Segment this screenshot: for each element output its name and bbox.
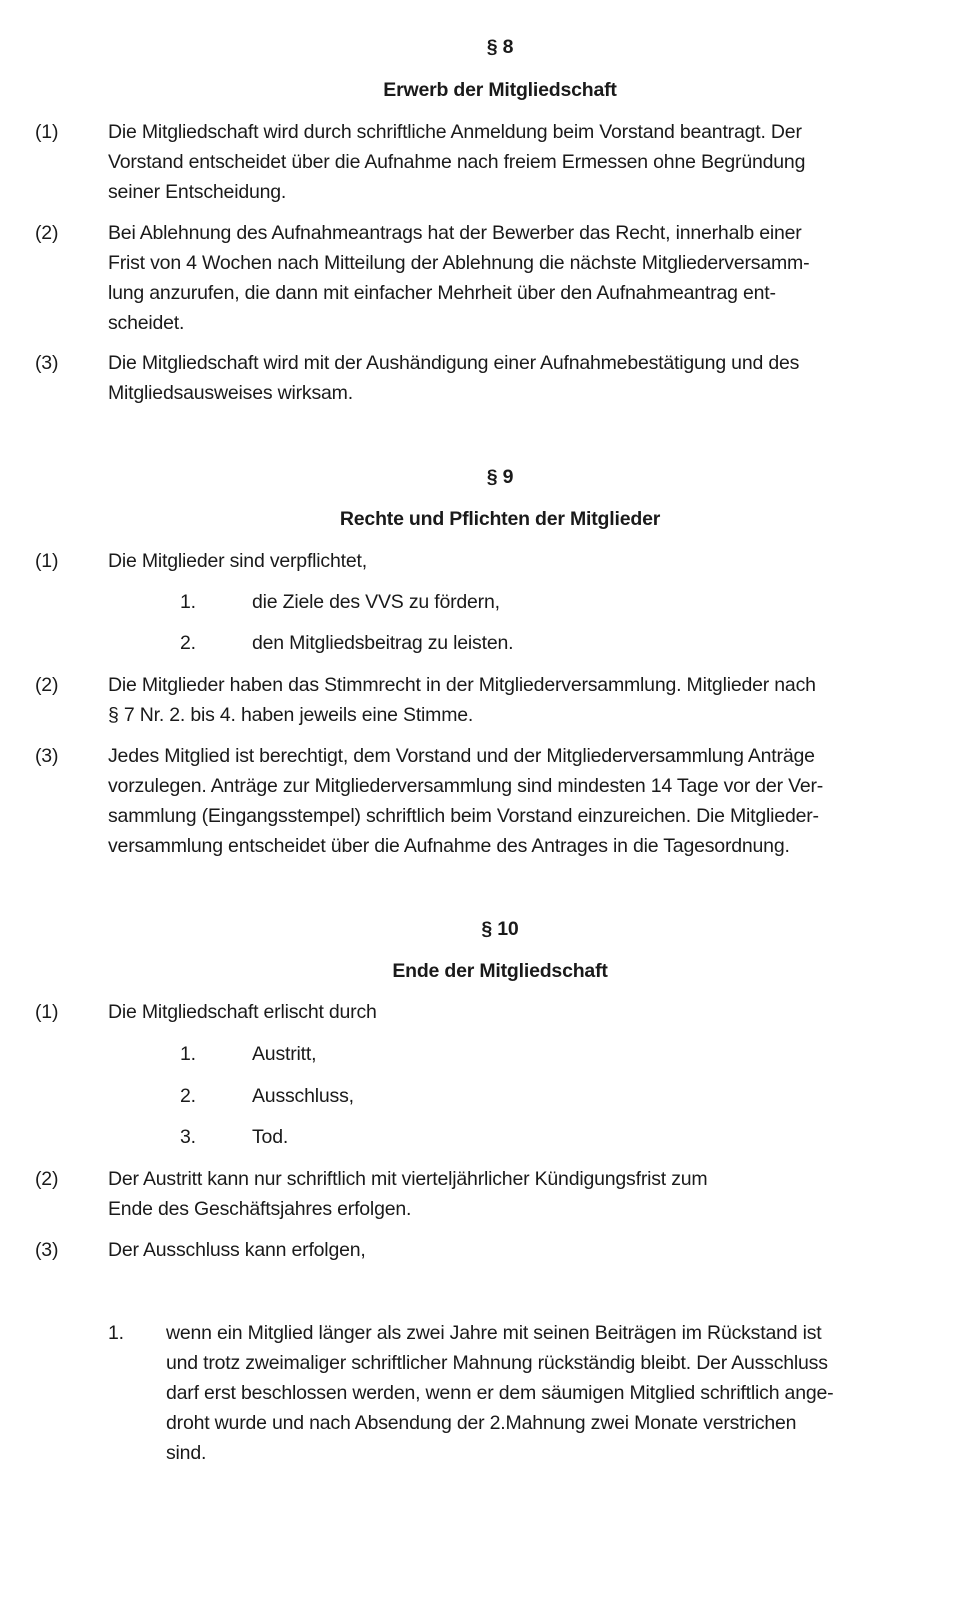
paragraph-line: Die Mitgliedschaft wird mit der Aushändigung einer Aufnahmebestätigung und des — [108, 352, 800, 374]
section-number: § 10 — [481, 918, 519, 940]
paragraph-line: Bei Ablehnung des Aufnahmeantrags hat der Bewerber das Recht, innerhalb einer — [108, 222, 802, 244]
paragraph-label: (1) — [35, 550, 59, 572]
list-item-number: 3. — [180, 1126, 196, 1148]
paragraph-label: (1) — [35, 1001, 59, 1023]
paragraph-line: Die Mitgliedschaft wird durch schriftliche Anmeldung beim Vorstand beantragt. Der — [108, 121, 802, 143]
paragraph-label: (3) — [35, 1239, 59, 1261]
paragraph-line: Die Mitgliedschaft erlischt durch — [108, 1001, 377, 1023]
paragraph-line: Ende des Geschäftsjahres erfolgen. — [108, 1198, 412, 1220]
list-item-text: die Ziele des VVS zu fördern, — [252, 591, 500, 613]
paragraph-label: (2) — [35, 222, 59, 244]
paragraph-line: Mitgliedsausweises wirksam. — [108, 382, 353, 404]
section-number: § 9 — [486, 466, 514, 488]
paragraph-label: (3) — [35, 352, 59, 374]
paragraph-line: Die Mitglieder haben das Stimmrecht in der Mitgliederversammlung. Mitglieder nach — [108, 674, 816, 696]
list-item-number: 1. — [108, 1322, 124, 1344]
section-title: Ende der Mitgliedschaft — [392, 960, 608, 982]
paragraph-line: versammlung entscheidet über die Aufnahme des Antrages in die Tagesordnung. — [108, 835, 790, 857]
section-title: Rechte und Pflichten der Mitglieder — [339, 508, 661, 530]
paragraph-line: Vorstand entscheidet über die Aufnahme nach freiem Ermessen ohne Begründung — [108, 151, 806, 173]
paragraph-line: seiner Entscheidung. — [108, 181, 287, 203]
list-item-text: Austritt, — [252, 1043, 317, 1065]
paragraph-label: (2) — [35, 1168, 59, 1190]
list-item-line: droht wurde und nach Absendung der 2.Mahnung zwei Monate verstrichen — [166, 1412, 797, 1434]
list-item-text: Tod. — [252, 1126, 289, 1148]
list-item-text: Ausschluss, — [252, 1085, 354, 1107]
paragraph-label: (2) — [35, 674, 59, 696]
paragraph-line: scheidet. — [108, 312, 185, 334]
list-item-line: wenn ein Mitglied länger als zwei Jahre mit seinen Beiträgen im Rückstand ist — [166, 1322, 822, 1344]
paragraph-line: sammlung (Eingangsstempel) schriftlich beim Vorstand einzureichen. Die Mitglieder- — [108, 805, 819, 827]
paragraph-line: Der Austritt kann nur schriftlich mit vierteljährlicher Kündigungsfrist zum — [108, 1168, 708, 1190]
list-item-line: und trotz zweimaliger schriftlicher Mahnung rückständig bleibt. Der Ausschluss — [166, 1352, 828, 1374]
paragraph-line: Die Mitglieder sind verpflichtet, — [108, 550, 367, 572]
paragraph-label: (3) — [35, 745, 59, 767]
paragraph-label: (1) — [35, 121, 59, 143]
paragraph-line: lung anzurufen, die dann mit einfacher Mehrheit über den Aufnahmeantrag ent- — [108, 282, 776, 304]
paragraph-line: Der Ausschluss kann erfolgen, — [108, 1239, 366, 1261]
list-item-number: 2. — [180, 1085, 196, 1107]
paragraph-line: Frist von 4 Wochen nach Mitteilung der Ablehnung die nächste Mitgliederversamm- — [108, 252, 810, 274]
list-item-line: darf erst beschlossen werden, wenn er dem säumigen Mitglied schriftlich ange- — [166, 1382, 834, 1404]
paragraph-line: § 7 Nr. 2. bis 4. haben jeweils eine Stimme. — [108, 704, 474, 726]
section-number: § 8 — [486, 36, 514, 58]
list-item-number: 1. — [180, 1043, 196, 1065]
list-item-text: den Mitgliedsbeitrag zu leisten. — [252, 632, 514, 654]
paragraph-line: vorzulegen. Anträge zur Mitgliederversammlung sind mindesten 14 Tage vor der Ver- — [108, 775, 824, 797]
list-item-number: 1. — [180, 591, 196, 613]
paragraph-line: Jedes Mitglied ist berechtigt, dem Vorstand und der Mitgliederversammlung Anträge — [108, 745, 815, 767]
list-item-line: sind. — [166, 1442, 207, 1464]
list-item-number: 2. — [180, 632, 196, 654]
section-title: Erwerb der Mitgliedschaft — [383, 79, 617, 101]
